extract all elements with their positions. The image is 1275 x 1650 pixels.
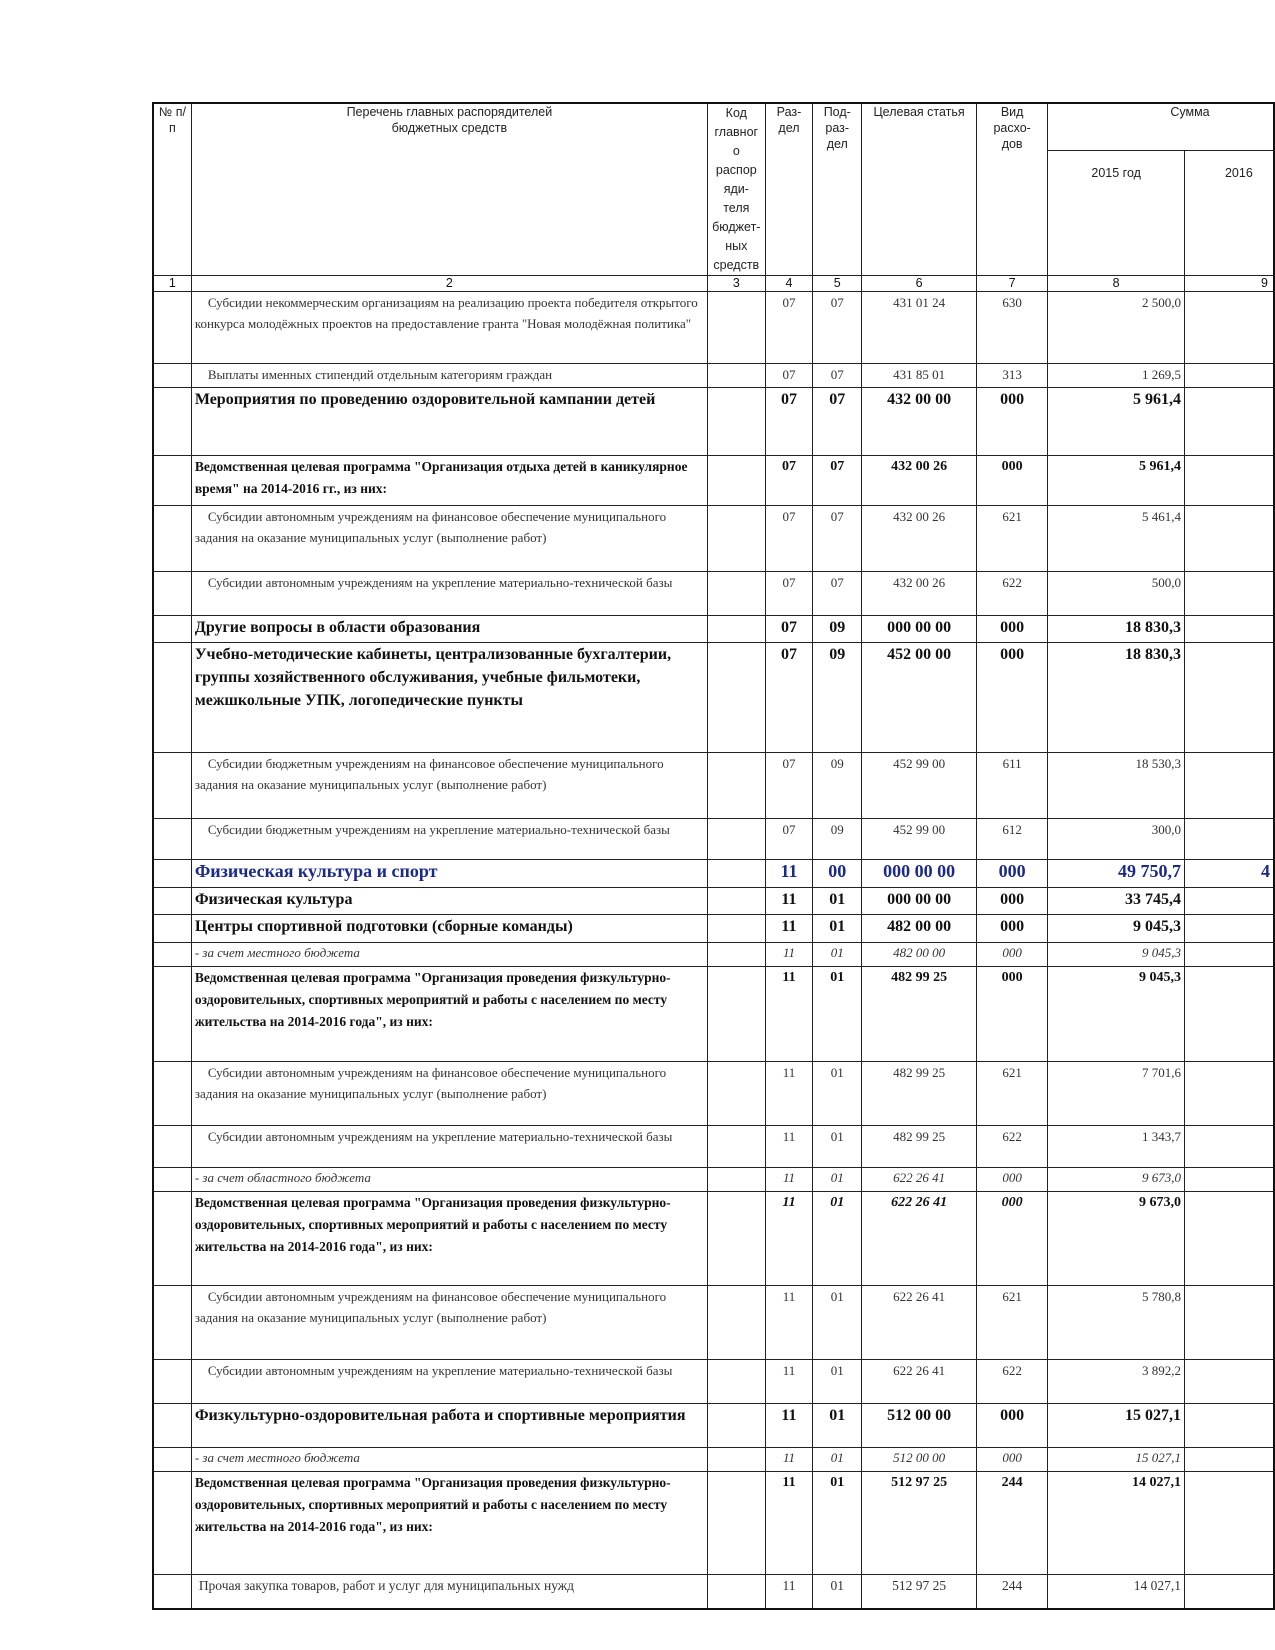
table-row bbox=[153, 364, 1274, 388]
row-statya-cell: 482 00 00 bbox=[862, 915, 977, 943]
row-vid-cell: 000 bbox=[976, 456, 1047, 506]
table-row bbox=[153, 572, 1274, 616]
row-code-cell bbox=[707, 643, 765, 753]
row-razdel-cell: 07 bbox=[765, 506, 813, 572]
col-number-1: 1 bbox=[153, 276, 191, 292]
table-row bbox=[153, 1360, 1274, 1404]
row-code-cell bbox=[707, 1062, 765, 1126]
row-code-cell bbox=[707, 456, 765, 506]
row-podrazdel-cell: 01 bbox=[813, 1286, 862, 1360]
row-sum2015-cell: 5 461,4 bbox=[1048, 506, 1185, 572]
row-name-cell: - за счет местного бюджета bbox=[191, 1448, 707, 1472]
col-number-7: 7 bbox=[976, 276, 1047, 292]
row-sum2016-cell bbox=[1184, 888, 1274, 915]
row-razdel-cell: 11 bbox=[765, 1575, 813, 1609]
row-podrazdel-cell: 07 bbox=[813, 506, 862, 572]
row-vid-cell: 621 bbox=[976, 1286, 1047, 1360]
row-statya-cell: 512 97 25 bbox=[862, 1575, 977, 1609]
row-sum2016-cell bbox=[1184, 456, 1274, 506]
row-sum2016-cell bbox=[1184, 1472, 1274, 1575]
row-number-cell bbox=[153, 1575, 191, 1609]
row-sum2015-cell: 14 027,1 bbox=[1048, 1575, 1185, 1609]
row-podrazdel-cell: 07 bbox=[813, 292, 862, 364]
table-row bbox=[153, 1168, 1274, 1192]
col-number-4: 4 bbox=[765, 276, 813, 292]
row-number-cell bbox=[153, 456, 191, 506]
col-number-6: 6 bbox=[862, 276, 977, 292]
row-number-cell bbox=[153, 1192, 191, 1286]
row-vid-cell: 000 bbox=[976, 1168, 1047, 1192]
row-sum2015-cell: 9 045,3 bbox=[1048, 915, 1185, 943]
table-row bbox=[153, 1448, 1274, 1472]
row-sum2015-cell: 5 961,4 bbox=[1048, 388, 1185, 456]
row-name-cell: Физкультурно-оздоровительная работа и спортивные мероприятия bbox=[191, 1404, 707, 1448]
row-podrazdel-cell: 01 bbox=[813, 967, 862, 1062]
row-statya-cell: 482 99 25 bbox=[862, 1062, 977, 1126]
row-podrazdel-cell: 01 bbox=[813, 1126, 862, 1168]
row-podrazdel-cell: 01 bbox=[813, 1404, 862, 1448]
row-vid-cell: 000 bbox=[976, 616, 1047, 643]
row-vid-cell: 000 bbox=[976, 888, 1047, 915]
row-statya-cell: 432 00 26 bbox=[862, 456, 977, 506]
col-number-2: 2 bbox=[191, 276, 707, 292]
row-number-cell bbox=[153, 1126, 191, 1168]
row-name-cell: - за счет областного бюджета bbox=[191, 1168, 707, 1192]
row-number-cell bbox=[153, 860, 191, 888]
row-sum2016-cell bbox=[1184, 1575, 1274, 1609]
header-year-2015: 2015 год bbox=[1048, 151, 1185, 276]
row-code-cell bbox=[707, 753, 765, 819]
row-name-cell: Ведомственная целевая программа "Организация проведения физкультурно-оздоровительных, спортивных мероприятий и работы с населением по месту жительства на 2014-2016 года", из них: bbox=[191, 1472, 707, 1575]
row-razdel-cell: 11 bbox=[765, 1192, 813, 1286]
row-razdel-cell: 11 bbox=[765, 1448, 813, 1472]
row-number-cell bbox=[153, 967, 191, 1062]
row-statya-cell: 512 97 25 bbox=[862, 1472, 977, 1575]
row-sum2016-cell: 4 bbox=[1184, 860, 1274, 888]
header-target-article: Целевая статья bbox=[862, 103, 977, 276]
row-sum2016-cell bbox=[1184, 616, 1274, 643]
row-name-cell: Ведомственная целевая программа "Организация проведения физкультурно-оздоровительных, спортивных мероприятий и работы с населением по месту жительства на 2014-2016 года", из них: bbox=[191, 967, 707, 1062]
row-statya-cell: 452 99 00 bbox=[862, 753, 977, 819]
header-number: № п/п bbox=[153, 103, 191, 276]
row-name-cell: Субсидии автономным учреждениям на финансовое обеспечение муниципального задания на оказание муниципальных услуг (выполнение работ) bbox=[191, 506, 707, 572]
row-podrazdel-cell: 07 bbox=[813, 456, 862, 506]
row-sum2015-cell: 9 045,3 bbox=[1048, 943, 1185, 967]
row-sum2015-cell: 18 530,3 bbox=[1048, 753, 1185, 819]
row-number-cell bbox=[153, 819, 191, 860]
row-number-cell bbox=[153, 1404, 191, 1448]
row-razdel-cell: 07 bbox=[765, 292, 813, 364]
row-number-cell bbox=[153, 1168, 191, 1192]
table-row bbox=[153, 1472, 1274, 1575]
row-sum2015-cell: 18 830,3 bbox=[1048, 616, 1185, 643]
table-row bbox=[153, 1286, 1274, 1360]
row-vid-cell: 000 bbox=[976, 860, 1047, 888]
row-number-cell bbox=[153, 616, 191, 643]
row-name-cell: Субсидии автономным учреждениям на укрепление материально-технической базы bbox=[191, 572, 707, 616]
row-statya-cell: 622 26 41 bbox=[862, 1360, 977, 1404]
row-name-cell: Другие вопросы в области образования bbox=[191, 616, 707, 643]
row-razdel-cell: 07 bbox=[765, 819, 813, 860]
row-vid-cell: 000 bbox=[976, 388, 1047, 456]
table-row bbox=[153, 506, 1274, 572]
row-code-cell bbox=[707, 819, 765, 860]
row-code-cell bbox=[707, 1575, 765, 1609]
row-code-cell bbox=[707, 915, 765, 943]
row-vid-cell: 000 bbox=[976, 643, 1047, 753]
row-sum2016-cell bbox=[1184, 1448, 1274, 1472]
row-statya-cell: 432 00 26 bbox=[862, 572, 977, 616]
row-vid-cell: 000 bbox=[976, 943, 1047, 967]
row-number-cell bbox=[153, 888, 191, 915]
row-code-cell bbox=[707, 572, 765, 616]
row-statya-cell: 512 00 00 bbox=[862, 1448, 977, 1472]
row-number-cell bbox=[153, 753, 191, 819]
row-vid-cell: 622 bbox=[976, 572, 1047, 616]
row-code-cell bbox=[707, 1448, 765, 1472]
table-row bbox=[153, 388, 1274, 456]
row-sum2015-cell: 2 500,0 bbox=[1048, 292, 1185, 364]
row-sum2015-cell: 15 027,1 bbox=[1048, 1448, 1185, 1472]
row-code-cell bbox=[707, 506, 765, 572]
table-row bbox=[153, 1192, 1274, 1286]
row-sum2016-cell bbox=[1184, 1062, 1274, 1126]
row-podrazdel-cell: 07 bbox=[813, 572, 862, 616]
row-code-cell bbox=[707, 1168, 765, 1192]
row-podrazdel-cell: 01 bbox=[813, 1062, 862, 1126]
row-razdel-cell: 11 bbox=[765, 888, 813, 915]
row-sum2015-cell: 9 673,0 bbox=[1048, 1192, 1185, 1286]
row-name-cell: Прочая закупка товаров, работ и услуг для муниципальных нужд bbox=[191, 1575, 707, 1609]
row-sum2015-cell: 1 343,7 bbox=[1048, 1126, 1185, 1168]
row-sum2015-cell: 3 892,2 bbox=[1048, 1360, 1185, 1404]
row-number-cell bbox=[153, 1448, 191, 1472]
row-podrazdel-cell: 07 bbox=[813, 364, 862, 388]
row-sum2015-cell: 7 701,6 bbox=[1048, 1062, 1185, 1126]
col-number-3: 3 bbox=[707, 276, 765, 292]
row-sum2016-cell bbox=[1184, 292, 1274, 364]
row-name-cell: Субсидии автономным учреждениям на финансовое обеспечение муниципального задания на оказание муниципальных услуг (выполнение работ) bbox=[191, 1062, 707, 1126]
row-name-cell: Физическая культура и спорт bbox=[191, 860, 707, 888]
row-name-cell: Субсидии некоммерческим организациям на реализацию проекта победителя открытого конкурса молодёжных проектов на предоставление гранта "Новая молодёжная политика" bbox=[191, 292, 707, 364]
row-number-cell bbox=[153, 572, 191, 616]
row-razdel-cell: 11 bbox=[765, 1062, 813, 1126]
row-razdel-cell: 11 bbox=[765, 860, 813, 888]
col-number-8: 8 bbox=[1048, 276, 1185, 292]
table-row bbox=[153, 616, 1274, 643]
row-razdel-cell: 07 bbox=[765, 643, 813, 753]
row-code-cell bbox=[707, 364, 765, 388]
row-podrazdel-cell: 01 bbox=[813, 915, 862, 943]
row-statya-cell: 000 00 00 bbox=[862, 888, 977, 915]
header-razdel: Раз-дел bbox=[765, 103, 813, 276]
row-statya-cell: 431 85 01 bbox=[862, 364, 977, 388]
row-number-cell bbox=[153, 915, 191, 943]
row-name-cell: - за счет местного бюджета bbox=[191, 943, 707, 967]
table-row bbox=[153, 456, 1274, 506]
row-statya-cell: 482 99 25 bbox=[862, 1126, 977, 1168]
row-podrazdel-cell: 01 bbox=[813, 1168, 862, 1192]
row-statya-cell: 482 99 25 bbox=[862, 967, 977, 1062]
row-code-cell bbox=[707, 1126, 765, 1168]
row-number-cell bbox=[153, 388, 191, 456]
row-podrazdel-cell: 01 bbox=[813, 888, 862, 915]
row-podrazdel-cell: 01 bbox=[813, 943, 862, 967]
table-row bbox=[153, 1575, 1274, 1609]
row-statya-cell: 431 01 24 bbox=[862, 292, 977, 364]
row-razdel-cell: 11 bbox=[765, 1472, 813, 1575]
row-vid-cell: 621 bbox=[976, 506, 1047, 572]
row-sum2015-cell: 5 780,8 bbox=[1048, 1286, 1185, 1360]
row-code-cell bbox=[707, 967, 765, 1062]
row-number-cell bbox=[153, 1472, 191, 1575]
row-vid-cell: 622 bbox=[976, 1360, 1047, 1404]
row-podrazdel-cell: 01 bbox=[813, 1360, 862, 1404]
row-name-cell: Центры спортивной подготовки (сборные команды) bbox=[191, 915, 707, 943]
row-code-cell bbox=[707, 1192, 765, 1286]
row-name-cell: Учебно-методические кабинеты, централизованные бухгалтерии, группы хозяйственного обслуживания, учебные фильмотеки, межшкольные УПК, логопедические пункты bbox=[191, 643, 707, 753]
row-vid-cell: 000 bbox=[976, 967, 1047, 1062]
row-sum2015-cell: 1 269,5 bbox=[1048, 364, 1185, 388]
header-podrazdel: Под-раз-дел bbox=[813, 103, 862, 276]
row-statya-cell: 622 26 41 bbox=[862, 1286, 977, 1360]
row-code-cell bbox=[707, 860, 765, 888]
row-sum2016-cell bbox=[1184, 1126, 1274, 1168]
row-podrazdel-cell: 01 bbox=[813, 1472, 862, 1575]
row-name-cell: Субсидии автономным учреждениям на укрепление материально-технической базы bbox=[191, 1126, 707, 1168]
row-podrazdel-cell: 01 bbox=[813, 1192, 862, 1286]
row-podrazdel-cell: 01 bbox=[813, 1448, 862, 1472]
row-podrazdel-cell: 09 bbox=[813, 819, 862, 860]
row-sum2016-cell bbox=[1184, 819, 1274, 860]
row-sum2015-cell: 14 027,1 bbox=[1048, 1472, 1185, 1575]
row-razdel-cell: 07 bbox=[765, 388, 813, 456]
row-sum2016-cell bbox=[1184, 1404, 1274, 1448]
row-sum2015-cell: 500,0 bbox=[1048, 572, 1185, 616]
row-sum2015-cell: 9 045,3 bbox=[1048, 967, 1185, 1062]
row-sum2015-cell: 9 673,0 bbox=[1048, 1168, 1185, 1192]
header-sum: Сумма bbox=[1048, 103, 1274, 151]
table-row bbox=[153, 753, 1274, 819]
col-number-9: 9 bbox=[1184, 276, 1274, 292]
table-row bbox=[153, 1404, 1274, 1448]
row-vid-cell: 244 bbox=[976, 1575, 1047, 1609]
row-code-cell bbox=[707, 943, 765, 967]
row-statya-cell: 452 00 00 bbox=[862, 643, 977, 753]
table-row bbox=[153, 1062, 1274, 1126]
header-distributors: Перечень главных распорядителей бюджетных средств bbox=[191, 103, 707, 276]
row-code-cell bbox=[707, 1472, 765, 1575]
col-number-5: 5 bbox=[813, 276, 862, 292]
row-code-cell bbox=[707, 888, 765, 915]
row-vid-cell: 000 bbox=[976, 1404, 1047, 1448]
row-vid-cell: 612 bbox=[976, 819, 1047, 860]
row-podrazdel-cell: 09 bbox=[813, 616, 862, 643]
row-razdel-cell: 11 bbox=[765, 1126, 813, 1168]
row-code-cell bbox=[707, 1360, 765, 1404]
table-row bbox=[153, 888, 1274, 915]
row-name-cell: Субсидии автономным учреждениям на укрепление материально-технической базы bbox=[191, 1360, 707, 1404]
row-razdel-cell: 11 bbox=[765, 967, 813, 1062]
row-number-cell bbox=[153, 1062, 191, 1126]
row-sum2015-cell: 5 961,4 bbox=[1048, 456, 1185, 506]
row-sum2016-cell bbox=[1184, 572, 1274, 616]
row-number-cell bbox=[153, 1286, 191, 1360]
row-name-cell: Мероприятия по проведению оздоровительной кампании детей bbox=[191, 388, 707, 456]
row-code-cell bbox=[707, 616, 765, 643]
row-razdel-cell: 07 bbox=[765, 364, 813, 388]
row-sum2016-cell bbox=[1184, 915, 1274, 943]
row-sum2016-cell bbox=[1184, 643, 1274, 753]
row-sum2016-cell bbox=[1184, 388, 1274, 456]
row-statya-cell: 452 99 00 bbox=[862, 819, 977, 860]
row-code-cell bbox=[707, 388, 765, 456]
row-sum2015-cell: 33 745,4 bbox=[1048, 888, 1185, 915]
header-code: Код главног о распор яди- теля бюджет- ных средств bbox=[707, 103, 765, 276]
row-number-cell bbox=[153, 292, 191, 364]
table-row bbox=[153, 292, 1274, 364]
row-statya-cell: 000 00 00 bbox=[862, 616, 977, 643]
row-name-cell: Ведомственная целевая программа "Организация проведения физкультурно-оздоровительных, спортивных мероприятий и работы с населением по месту жительства на 2014-2016 года", из них: bbox=[191, 1192, 707, 1286]
row-vid-cell: 313 bbox=[976, 364, 1047, 388]
table-row bbox=[153, 1126, 1274, 1168]
budget-table bbox=[152, 102, 1275, 1610]
row-code-cell bbox=[707, 1286, 765, 1360]
row-sum2016-cell bbox=[1184, 1192, 1274, 1286]
table-row bbox=[153, 943, 1274, 967]
table-row bbox=[153, 967, 1274, 1062]
row-razdel-cell: 07 bbox=[765, 616, 813, 643]
header-year-2016: 2016 bbox=[1184, 151, 1274, 276]
row-podrazdel-cell: 01 bbox=[813, 1575, 862, 1609]
row-sum2016-cell bbox=[1184, 1286, 1274, 1360]
row-sum2015-cell: 18 830,3 bbox=[1048, 643, 1185, 753]
row-number-cell bbox=[153, 1360, 191, 1404]
row-vid-cell: 611 bbox=[976, 753, 1047, 819]
row-podrazdel-cell: 09 bbox=[813, 643, 862, 753]
row-razdel-cell: 11 bbox=[765, 943, 813, 967]
row-name-cell: Субсидии бюджетным учреждениям на укрепление материально-технической базы bbox=[191, 819, 707, 860]
row-vid-cell: 000 bbox=[976, 1448, 1047, 1472]
row-sum2015-cell: 49 750,7 bbox=[1048, 860, 1185, 888]
table-row bbox=[153, 643, 1274, 753]
row-statya-cell: 622 26 41 bbox=[862, 1192, 977, 1286]
row-razdel-cell: 11 bbox=[765, 915, 813, 943]
table-row bbox=[153, 819, 1274, 860]
row-vid-cell: 000 bbox=[976, 1192, 1047, 1286]
row-razdel-cell: 07 bbox=[765, 456, 813, 506]
row-podrazdel-cell: 00 bbox=[813, 860, 862, 888]
row-statya-cell: 432 00 00 bbox=[862, 388, 977, 456]
row-name-cell: Ведомственная целевая программа "Организация отдыха детей в каникулярное время" на 2014-2016 гг., из них: bbox=[191, 456, 707, 506]
row-number-cell bbox=[153, 643, 191, 753]
row-sum2016-cell bbox=[1184, 1168, 1274, 1192]
table-row bbox=[153, 915, 1274, 943]
row-name-cell: Физическая культура bbox=[191, 888, 707, 915]
row-podrazdel-cell: 07 bbox=[813, 388, 862, 456]
row-razdel-cell: 11 bbox=[765, 1404, 813, 1448]
row-sum2015-cell: 15 027,1 bbox=[1048, 1404, 1185, 1448]
row-sum2016-cell bbox=[1184, 943, 1274, 967]
row-sum2016-cell bbox=[1184, 506, 1274, 572]
header-expense-type: Вид расхо-дов bbox=[976, 103, 1047, 276]
row-code-cell bbox=[707, 1404, 765, 1448]
row-statya-cell: 512 00 00 bbox=[862, 1404, 977, 1448]
row-vid-cell: 621 bbox=[976, 1062, 1047, 1126]
row-name-cell: Субсидии автономным учреждениям на финансовое обеспечение муниципального задания на оказание муниципальных услуг (выполнение работ) bbox=[191, 1286, 707, 1360]
row-sum2016-cell bbox=[1184, 1360, 1274, 1404]
row-sum2015-cell: 300,0 bbox=[1048, 819, 1185, 860]
row-name-cell: Субсидии бюджетным учреждениям на финансовое обеспечение муниципального задания на оказание муниципальных услуг (выполнение работ) bbox=[191, 753, 707, 819]
row-razdel-cell: 11 bbox=[765, 1286, 813, 1360]
row-number-cell bbox=[153, 943, 191, 967]
row-sum2016-cell bbox=[1184, 364, 1274, 388]
row-vid-cell: 622 bbox=[976, 1126, 1047, 1168]
row-razdel-cell: 11 bbox=[765, 1360, 813, 1404]
row-number-cell bbox=[153, 364, 191, 388]
row-razdel-cell: 07 bbox=[765, 572, 813, 616]
row-vid-cell: 630 bbox=[976, 292, 1047, 364]
row-sum2016-cell bbox=[1184, 967, 1274, 1062]
row-sum2016-cell bbox=[1184, 753, 1274, 819]
row-name-cell: Выплаты именных стипендий отдельным категориям граждан bbox=[191, 364, 707, 388]
table-row bbox=[153, 860, 1274, 888]
row-number-cell bbox=[153, 506, 191, 572]
row-code-cell bbox=[707, 292, 765, 364]
row-razdel-cell: 07 bbox=[765, 753, 813, 819]
row-statya-cell: 622 26 41 bbox=[862, 1168, 977, 1192]
row-statya-cell: 482 00 00 bbox=[862, 943, 977, 967]
row-statya-cell: 432 00 26 bbox=[862, 506, 977, 572]
row-statya-cell: 000 00 00 bbox=[862, 860, 977, 888]
row-podrazdel-cell: 09 bbox=[813, 753, 862, 819]
row-razdel-cell: 11 bbox=[765, 1168, 813, 1192]
row-vid-cell: 244 bbox=[976, 1472, 1047, 1575]
row-vid-cell: 000 bbox=[976, 915, 1047, 943]
